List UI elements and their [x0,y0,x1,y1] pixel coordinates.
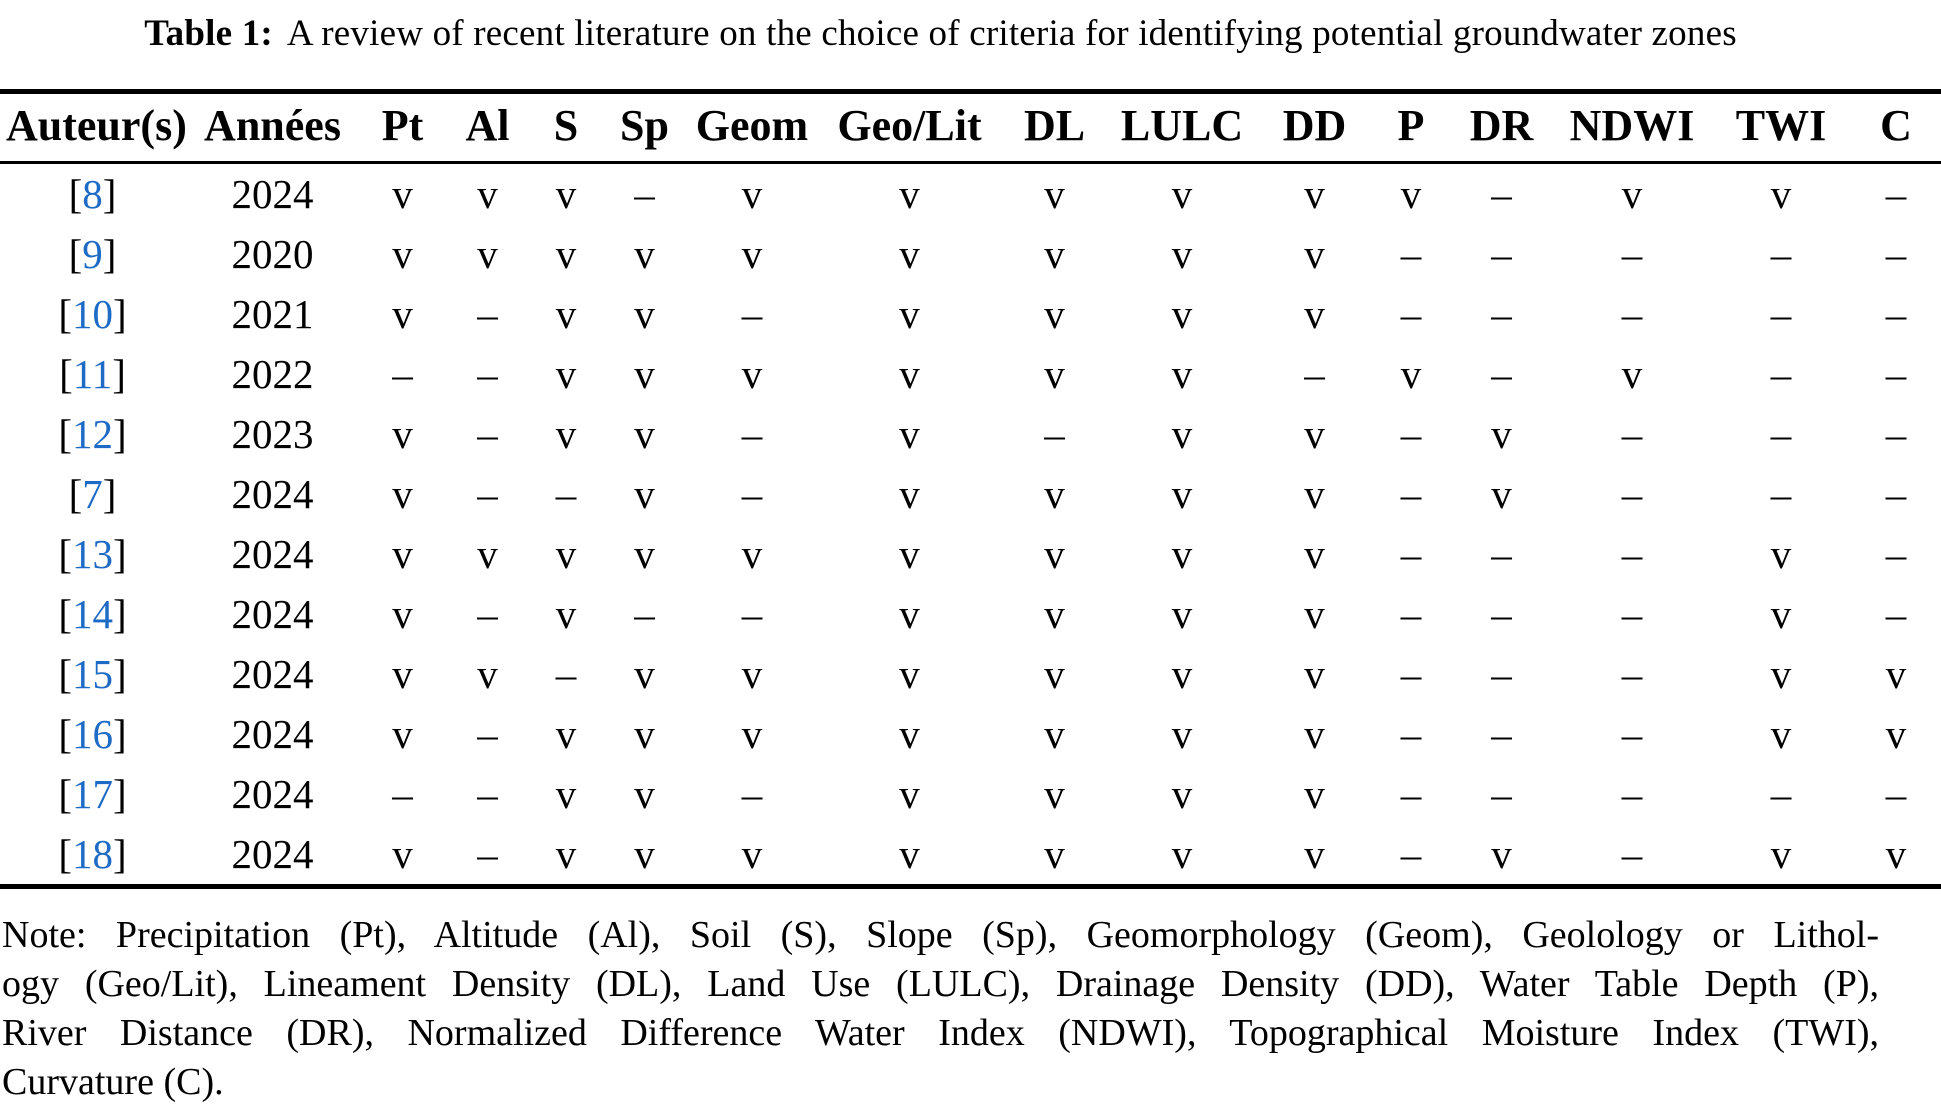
column-header-dl: DL [1002,92,1107,163]
criteria-mark-cell: – [477,471,498,517]
criteria-mark-cell: – [1400,711,1422,757]
criteria-mark-cell: v [634,471,655,517]
criteria-mark-cell: v [555,411,577,457]
criteria-mark-cell: – [1621,651,1643,697]
author-ref-cell [0,344,185,404]
criteria-mark-cell: v [477,531,498,577]
criteria-mark-cell: v [1304,771,1325,817]
criteria-mark-cell: v [634,411,655,457]
year-cell: 2024 [231,591,314,637]
column-header-auteur-s-: Auteur(s) [0,92,185,163]
criteria-mark-cell: – [1400,771,1422,817]
criteria-mark-cell: v [1770,711,1792,757]
criteria-mark-cell: – [1885,591,1907,637]
column-header-twi: TWI [1711,92,1851,163]
citation-link[interactable]: [14] [58,591,127,637]
criteria-mark-cell: v [634,651,655,697]
table-row [0,344,1941,404]
criteria-mark-cell: – [1770,351,1792,397]
criteria-mark-cell: – [477,771,498,817]
citation-link[interactable]: [18] [58,831,127,877]
criteria-mark-cell: – [1885,531,1907,577]
criteria-mark-cell: v [1171,831,1193,877]
criteria-mark-cell: v [1770,531,1792,577]
year-cell: 2024 [231,831,314,877]
criteria-mark-cell: v [1304,531,1325,577]
column-header-ndwi: NDWI [1553,92,1711,163]
criteria-mark-cell: – [1491,591,1512,637]
citation-link[interactable]: [9] [68,231,117,277]
author-ref-cell [0,464,185,524]
criteria-mark-cell: v [899,831,920,877]
criteria-mark-cell: – [1491,711,1512,757]
table-body [0,163,1941,887]
year-cell: 2023 [231,411,314,457]
criteria-mark-cell: v [555,771,577,817]
criteria-mark-cell: – [741,771,763,817]
criteria-mark-cell: – [555,651,577,697]
criteria-mark-cell: v [1304,171,1325,217]
criteria-mark-cell: v [392,711,413,757]
criteria-mark-cell: v [899,471,920,517]
criteria-mark-cell: v [1304,231,1325,277]
criteria-mark-cell: v [1304,591,1325,637]
criteria-mark-cell: v [899,591,920,637]
table-row [0,404,1941,464]
criteria-mark-cell: v [1044,771,1065,817]
criteria-mark-cell: v [1304,291,1325,337]
criteria-mark-cell: v [899,351,920,397]
year-cell: 2024 [231,651,314,697]
criteria-mark-cell: v [741,351,763,397]
criteria-mark-cell: – [477,411,498,457]
literature-review-table [0,89,1941,889]
author-ref-cell [0,224,185,284]
note-line: River Distance (DR), Normalized Difference Water Index (NDWI), Topographical Moisture Index (TWI), [2,1012,1879,1054]
criteria-mark-cell: – [1400,471,1422,517]
table-caption-text: A review of recent literature on the choice of criteria for identifying potential groundwater zones [286,13,1737,54]
criteria-mark-cell: – [1304,351,1325,397]
criteria-mark-cell: v [555,231,577,277]
author-ref-cell [0,524,185,584]
criteria-mark-cell: v [392,831,413,877]
criteria-mark-cell: v [1885,711,1907,757]
citation-link[interactable]: [13] [58,531,127,577]
column-header-dd: DD [1257,92,1372,163]
citation-link[interactable]: [16] [58,711,127,757]
criteria-mark-cell: – [1770,771,1792,817]
criteria-mark-cell: – [1491,171,1512,217]
criteria-mark-cell: v [741,171,763,217]
criteria-mark-cell: v [1171,711,1193,757]
criteria-mark-cell: v [1044,471,1065,517]
header-row [0,92,1941,163]
criteria-mark-cell: v [899,171,920,217]
criteria-mark-cell: v [741,531,763,577]
criteria-mark-cell: v [1621,171,1643,217]
criteria-mark-cell: – [1491,531,1512,577]
column-header-geom: Geom [687,92,817,163]
criteria-mark-cell: – [1491,771,1512,817]
criteria-mark-cell: v [1770,651,1792,697]
criteria-mark-cell: v [392,291,413,337]
criteria-mark-cell: v [899,231,920,277]
criteria-mark-cell: – [1400,591,1422,637]
criteria-mark-cell: – [741,411,763,457]
year-cell: 2024 [231,171,314,217]
criteria-mark-cell: – [1621,291,1643,337]
criteria-mark-cell: – [1885,171,1907,217]
criteria-mark-cell: v [1171,171,1193,217]
criteria-mark-cell: v [1044,831,1065,877]
criteria-mark-cell: v [1304,711,1325,757]
column-header-sp: Sp [602,92,687,163]
table-row [0,764,1941,824]
note-line: Note: Precipitation (Pt), Altitude (Al), Soil (S), Slope (Sp), Geomorphology (Geom), Geolology or Lithol- [2,914,1879,956]
criteria-mark-cell: – [477,831,498,877]
criteria-mark-cell: v [1044,351,1065,397]
criteria-mark-cell: – [1491,291,1512,337]
criteria-mark-cell: – [392,351,413,397]
criteria-mark-cell: – [1491,651,1512,697]
criteria-mark-cell: – [392,771,413,817]
criteria-mark-cell: v [555,591,577,637]
criteria-mark-cell: v [899,531,920,577]
criteria-mark-cell: v [477,171,498,217]
author-ref-cell [0,704,185,764]
criteria-mark-cell: – [741,471,763,517]
criteria-mark-cell: v [555,531,577,577]
criteria-mark-cell: v [555,291,577,337]
criteria-mark-cell: – [1400,831,1422,877]
criteria-mark-cell: v [392,231,413,277]
table-header-row [0,92,1941,163]
criteria-mark-cell: v [634,231,655,277]
criteria-mark-cell: – [1400,651,1422,697]
criteria-mark-cell: v [1304,651,1325,697]
criteria-mark-cell: v [899,291,920,337]
author-ref-cell [0,404,185,464]
criteria-mark-cell: – [634,171,655,217]
criteria-mark-cell: v [634,831,655,877]
criteria-mark-cell: v [1171,411,1193,457]
criteria-mark-cell: v [1171,351,1193,397]
criteria-mark-cell: – [477,591,498,637]
criteria-mark-cell: v [899,411,920,457]
criteria-mark-cell: – [1885,351,1907,397]
column-header-al: Al [445,92,530,163]
criteria-mark-cell: v [634,351,655,397]
criteria-mark-cell: v [741,651,763,697]
table-row [0,704,1941,764]
criteria-mark-cell: – [1621,531,1643,577]
year-cell: 2024 [231,471,314,517]
criteria-mark-cell: v [1044,291,1065,337]
criteria-mark-cell: – [634,591,655,637]
criteria-mark-cell: v [1770,171,1792,217]
author-ref-cell [0,163,185,225]
criteria-mark-cell: v [1491,411,1512,457]
criteria-mark-cell: v [1491,471,1512,517]
criteria-mark-cell: – [741,591,763,637]
year-cell: 2020 [231,231,314,277]
year-cell: 2024 [231,531,314,577]
note-line: ogy (Geo/Lit), Lineament Density (DL), Land Use (LULC), Drainage Density (DD), Water Table Depth (P), [2,963,1879,1005]
criteria-mark-cell: v [392,531,413,577]
author-ref-cell [0,584,185,644]
criteria-mark-cell: – [477,351,498,397]
criteria-mark-cell: – [741,291,763,337]
criteria-mark-cell: – [1400,531,1422,577]
criteria-mark-cell: v [1171,531,1193,577]
criteria-mark-cell: – [1770,231,1792,277]
criteria-mark-cell: v [1171,591,1193,637]
criteria-mark-cell: – [1621,471,1643,517]
criteria-mark-cell: v [477,651,498,697]
table-row [0,524,1941,584]
criteria-mark-cell: – [1400,411,1422,457]
citation-link[interactable]: [7] [68,471,117,517]
criteria-mark-cell: v [634,771,655,817]
citation-link[interactable]: [17] [58,771,127,817]
criteria-mark-cell: v [1044,171,1065,217]
criteria-mark-cell: v [1304,831,1325,877]
table-row [0,163,1941,225]
criteria-mark-cell: v [1621,351,1643,397]
criteria-mark-cell: v [899,711,920,757]
criteria-mark-cell: – [1885,771,1907,817]
note-line: Curvature (C). [2,1061,224,1103]
year-cell: 2024 [231,771,314,817]
criteria-mark-cell: v [1885,651,1907,697]
criteria-mark-cell: – [1044,411,1065,457]
criteria-mark-cell: – [1885,291,1907,337]
author-ref-cell [0,764,185,824]
criteria-mark-cell: v [392,471,413,517]
citation-link[interactable]: [11] [59,351,126,397]
criteria-mark-cell: v [1770,591,1792,637]
citation-link[interactable]: [8] [68,171,117,217]
criteria-mark-cell: v [1400,171,1422,217]
criteria-mark-cell: v [1044,651,1065,697]
criteria-mark-cell: v [899,651,920,697]
criteria-mark-cell: – [477,711,498,757]
criteria-mark-cell: v [555,351,577,397]
year-cell: 2022 [231,351,314,397]
criteria-mark-cell: v [1171,651,1193,697]
criteria-mark-cell: v [634,291,655,337]
criteria-mark-cell: – [1885,471,1907,517]
table-note [0,911,1881,1107]
criteria-mark-cell: v [1044,711,1065,757]
criteria-mark-cell: v [1044,231,1065,277]
criteria-mark-cell: v [1770,831,1792,877]
column-header-geo-lit: Geo/Lit [817,92,1002,163]
author-ref-cell [0,644,185,704]
year-cell: 2021 [231,291,314,337]
table-row [0,644,1941,704]
criteria-mark-cell: v [1885,831,1907,877]
criteria-mark-cell: v [1171,471,1193,517]
criteria-mark-cell: v [1171,771,1193,817]
criteria-mark-cell: v [1400,351,1422,397]
author-ref-cell [0,284,185,344]
criteria-mark-cell: – [1621,771,1643,817]
table-row [0,824,1941,887]
criteria-mark-cell: – [1885,411,1907,457]
criteria-mark-cell: v [1044,531,1065,577]
table-row [0,464,1941,524]
criteria-mark-cell: v [1044,591,1065,637]
criteria-mark-cell: – [1621,711,1643,757]
criteria-mark-cell: – [1885,231,1907,277]
criteria-mark-cell: – [477,291,498,337]
criteria-mark-cell: v [741,831,763,877]
criteria-mark-cell: v [555,171,577,217]
criteria-mark-cell: – [1770,471,1792,517]
table-caption-label: Table 1: [144,13,273,54]
criteria-mark-cell: v [1304,411,1325,457]
criteria-mark-cell: v [392,411,413,457]
author-ref-cell [0,824,185,887]
criteria-mark-cell: v [634,531,655,577]
table-row [0,224,1941,284]
year-cell: 2024 [231,711,314,757]
criteria-mark-cell: v [392,651,413,697]
criteria-mark-cell: v [392,591,413,637]
criteria-mark-cell: – [1400,291,1422,337]
criteria-mark-cell: v [1171,291,1193,337]
column-header-ann-es: Années [185,92,360,163]
criteria-mark-cell: – [1621,231,1643,277]
table-caption [0,12,1881,55]
table-row [0,284,1941,344]
column-header-dr: DR [1450,92,1553,163]
column-header-p: P [1372,92,1450,163]
criteria-mark-cell: v [555,831,577,877]
criteria-mark-cell: v [392,171,413,217]
criteria-mark-cell: v [899,771,920,817]
criteria-mark-cell: v [1491,831,1512,877]
criteria-mark-cell: v [555,711,577,757]
criteria-mark-cell: v [634,711,655,757]
column-header-c: C [1851,92,1941,163]
criteria-mark-cell: – [1621,831,1643,877]
column-header-lulc: LULC [1107,92,1257,163]
criteria-mark-cell: v [741,711,763,757]
criteria-mark-cell: – [1400,231,1422,277]
criteria-mark-cell: v [741,231,763,277]
criteria-mark-cell: – [1770,291,1792,337]
column-header-pt: Pt [360,92,445,163]
criteria-mark-cell: v [1171,231,1193,277]
criteria-mark-cell: – [555,471,577,517]
criteria-mark-cell: – [1770,411,1792,457]
citation-link[interactable]: [10] [58,291,127,337]
criteria-mark-cell: v [1304,471,1325,517]
citation-link[interactable]: [12] [58,411,127,457]
citation-link[interactable]: [15] [58,651,127,697]
criteria-mark-cell: – [1621,591,1643,637]
column-header-s: S [530,92,602,163]
criteria-mark-cell: – [1621,411,1643,457]
criteria-mark-cell: – [1491,231,1512,277]
criteria-mark-cell: – [1491,351,1512,397]
table-row [0,584,1941,644]
criteria-mark-cell: v [477,231,498,277]
